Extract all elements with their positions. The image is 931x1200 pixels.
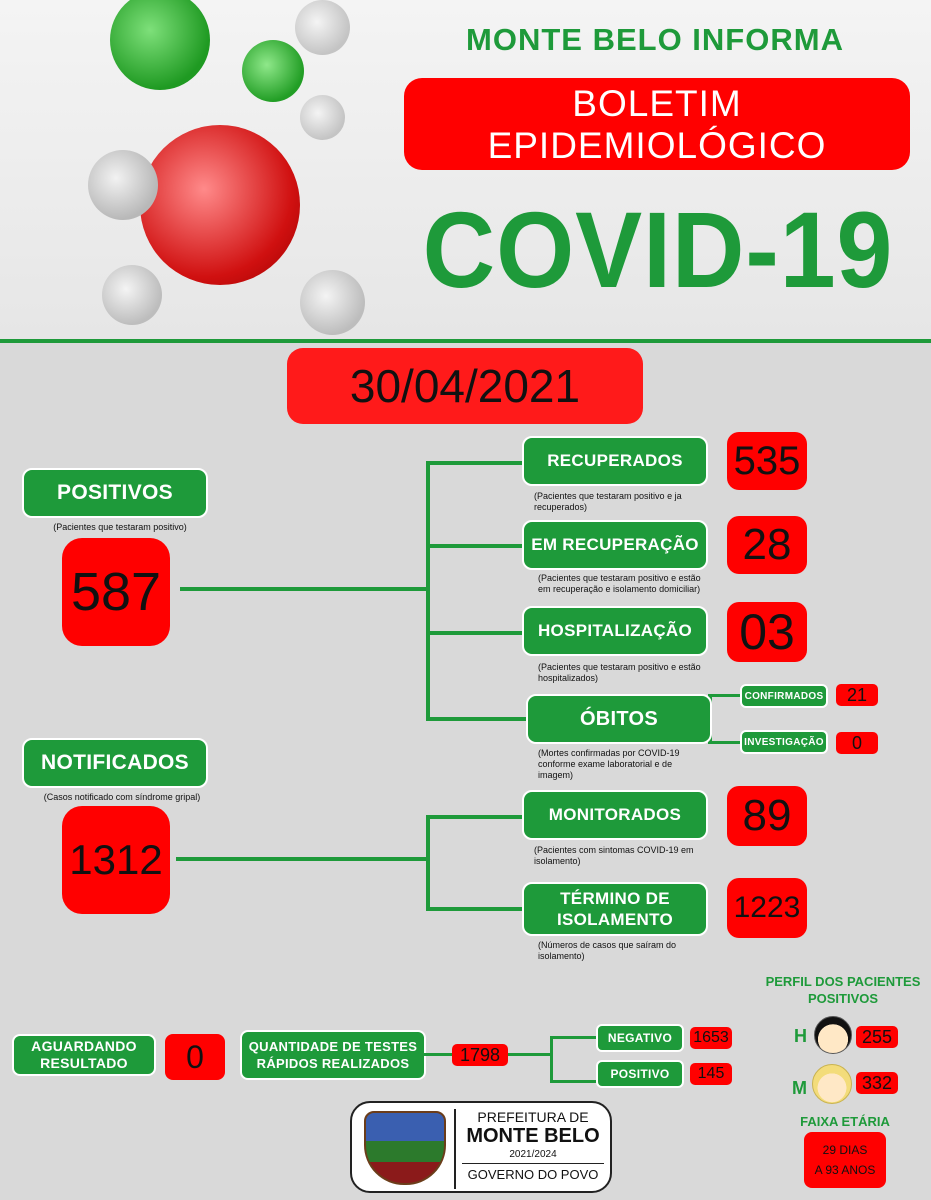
termino-label xyxy=(522,882,708,936)
m-value: 332 xyxy=(856,1072,898,1094)
prefeitura-logo xyxy=(350,1101,612,1193)
connector-line xyxy=(550,1080,598,1083)
logo-divider xyxy=(454,1109,456,1189)
confirmados-value: 21 xyxy=(836,684,878,706)
recuperados-label: RECUPERADOS xyxy=(522,436,708,486)
obitos-note: (Mortes confirmadas por COVID-19 conforme exame laboratorial e de imagem) xyxy=(538,748,680,780)
testes-value: 1798 xyxy=(452,1044,508,1066)
monitorados-note: (Pacientes com sintomas COVID-19 em isolamento) xyxy=(534,845,694,866)
informa-title: MONTE BELO INFORMA xyxy=(466,22,844,57)
faixa-label: FAIXA ETÁRIA xyxy=(800,1114,890,1129)
faixa-line2: A 93 ANOS xyxy=(814,1163,876,1177)
virus-illustration-icon xyxy=(295,0,350,55)
boletim-line1: BOLETIM xyxy=(572,83,742,124)
hospitalizacao-label: HOSPITALIZAÇÃO xyxy=(522,606,708,656)
em-recuperacao-note: (Pacientes que testaram positivo e estão em recuperação e isolamento domiciliar) xyxy=(538,573,701,594)
aguardando-label xyxy=(12,1034,156,1076)
coat-of-arms-icon xyxy=(364,1111,446,1185)
virus-illustration-icon xyxy=(300,95,345,140)
recuperados-note: (Pacientes que testaram positivo e ja recuperados) xyxy=(534,491,682,512)
connector-line xyxy=(708,694,742,697)
hospitalizacao-value: 03 xyxy=(727,602,807,662)
header-divider xyxy=(0,339,931,343)
logo-governo: GOVERNO DO POVO xyxy=(467,1167,599,1182)
positivos-label: POSITIVOS xyxy=(22,468,208,518)
boletim-banner xyxy=(404,78,910,170)
connector-line xyxy=(426,815,430,911)
testes-label-line2: RÁPIDOS REALIZADOS xyxy=(256,1056,410,1071)
negativo-label: NEGATIVO xyxy=(596,1024,684,1052)
perfil-title xyxy=(755,973,931,1007)
positivos-note: (Pacientes que testaram positivo) xyxy=(53,522,187,532)
connector-line xyxy=(426,544,526,548)
connector-line xyxy=(180,587,428,591)
notificados-note: (Casos notificado com síndrome gripal) xyxy=(43,792,201,802)
virus-illustration-icon xyxy=(242,40,304,102)
connector-line xyxy=(426,907,526,911)
virus-illustration-icon xyxy=(88,150,158,220)
covid-title: COVID-19 xyxy=(422,189,894,310)
em-recuperacao-label: EM RECUPERAÇÃO xyxy=(522,520,708,570)
connector-line xyxy=(176,857,428,861)
connector-line xyxy=(550,1036,553,1082)
positivos-value: 587 xyxy=(62,538,170,646)
connector-line xyxy=(426,631,526,635)
perfil-title-line2: POSITIVOS xyxy=(807,991,879,1006)
negativo-value: 1653 xyxy=(690,1027,732,1049)
termino-label-line1: TÉRMINO DE xyxy=(560,889,670,908)
connector-line xyxy=(426,461,430,721)
boletim-line2: EPIDEMIOLÓGICO xyxy=(487,125,827,166)
notificados-value: 1312 xyxy=(62,806,170,914)
investigacao-value: 0 xyxy=(836,732,878,754)
aguardando-label-line1: AGUARDANDO xyxy=(31,1038,137,1054)
connector-line xyxy=(426,815,526,819)
logo-years: 2021/2024 xyxy=(509,1149,557,1160)
aguardando-value: 0 xyxy=(165,1034,225,1080)
h-label: H xyxy=(794,1026,807,1046)
investigacao-label: INVESTIGAÇÃO xyxy=(740,730,828,754)
termino-note: (Números de casos que saíram do isolamento) xyxy=(538,940,677,961)
positivo-label: POSITIVO xyxy=(596,1060,684,1088)
connector-line xyxy=(708,741,742,744)
connector-line xyxy=(426,717,526,721)
female-avatar-icon xyxy=(812,1064,852,1104)
recuperados-value: 535 xyxy=(727,432,807,490)
monitorados-value: 89 xyxy=(727,786,807,846)
connector-line xyxy=(508,1053,552,1056)
termino-value: 1223 xyxy=(727,878,807,938)
virus-illustration-icon xyxy=(140,125,300,285)
m-label: M xyxy=(792,1078,807,1098)
confirmados-label: CONFIRMADOS xyxy=(740,684,828,708)
virus-illustration-icon xyxy=(102,265,162,325)
logo-city: MONTE BELO xyxy=(466,1125,600,1147)
testes-label xyxy=(240,1030,426,1080)
positivo-value: 145 xyxy=(690,1063,732,1085)
em-recuperacao-value: 28 xyxy=(727,516,807,574)
testes-label-line1: QUANTIDADE DE TESTES xyxy=(248,1039,418,1054)
h-value: 255 xyxy=(856,1026,898,1048)
faixa-line1: 29 DIAS xyxy=(822,1143,868,1157)
obitos-label: ÓBITOS xyxy=(526,694,712,744)
connector-line xyxy=(550,1036,598,1039)
logo-prefeitura: PREFEITURA DE xyxy=(477,1109,589,1125)
logo-rule xyxy=(462,1163,604,1164)
connector-line xyxy=(424,1053,454,1056)
notificados-label: NOTIFICADOS xyxy=(22,738,208,788)
termino-label-line2: ISOLAMENTO xyxy=(556,910,674,929)
male-avatar-icon xyxy=(814,1016,852,1054)
bulletin-date: 30/04/2021 xyxy=(287,348,643,424)
perfil-title-line1: PERFIL DOS PACIENTES xyxy=(765,974,921,989)
virus-illustration-icon xyxy=(300,270,365,335)
virus-illustration-icon xyxy=(110,0,210,90)
hospitalizacao-note: (Pacientes que testaram positivo e estão hospitalizados) xyxy=(538,662,701,683)
monitorados-label: MONITORADOS xyxy=(522,790,708,840)
aguardando-label-line2: RESULTADO xyxy=(40,1055,128,1071)
connector-line xyxy=(426,461,526,465)
faixa-value xyxy=(804,1132,886,1188)
